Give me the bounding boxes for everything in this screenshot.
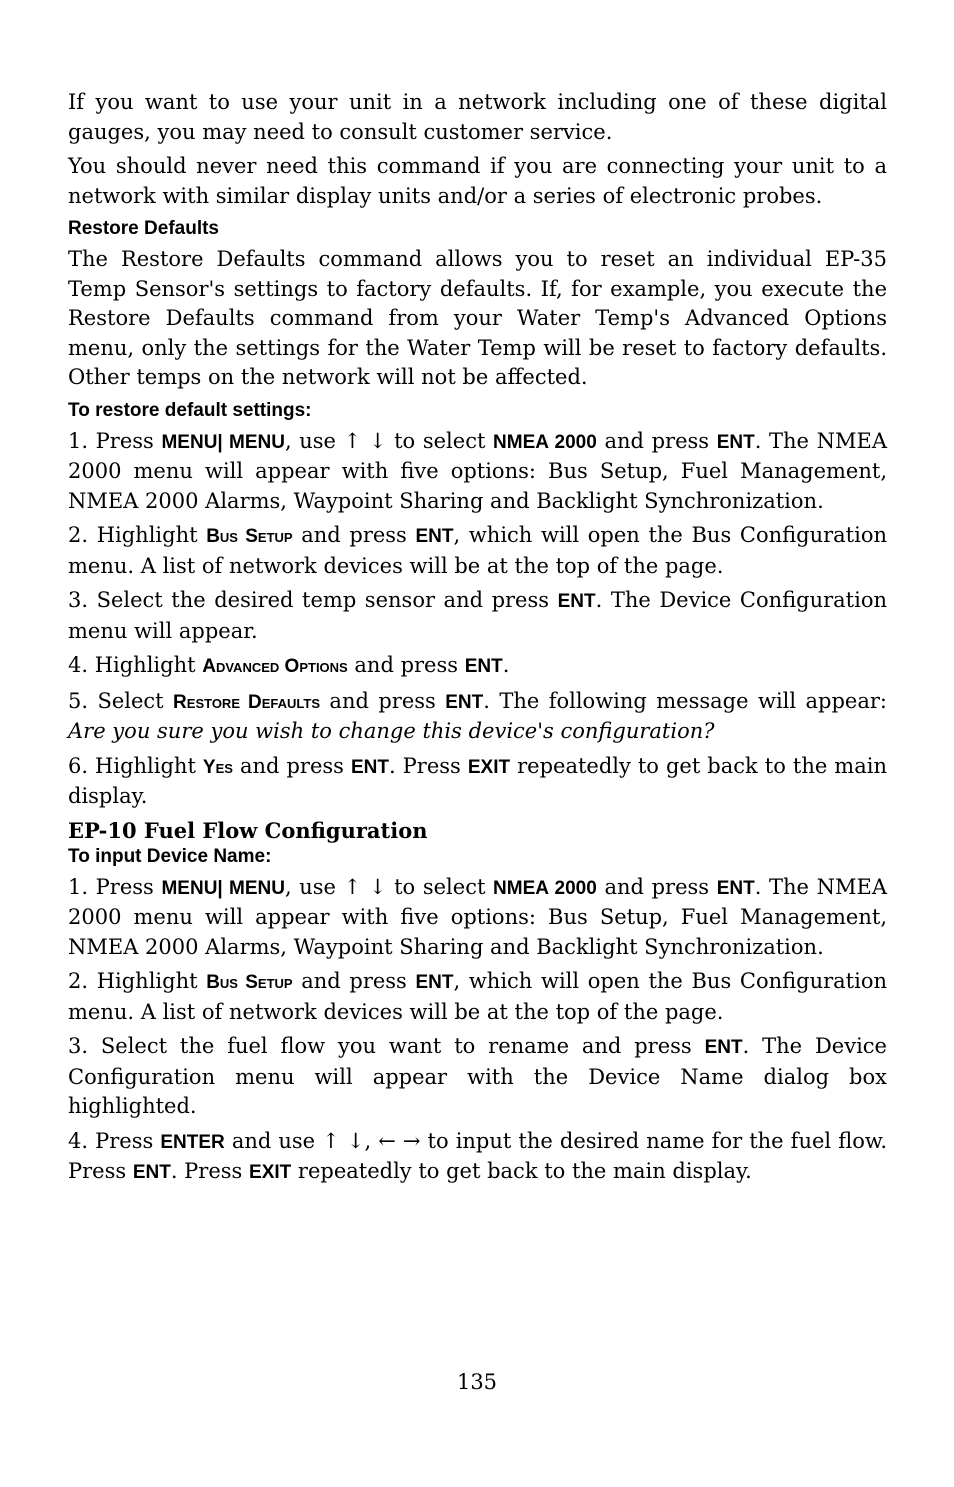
menu-option-label: Bus Setup bbox=[206, 526, 293, 547]
step-text: . Press bbox=[388, 753, 468, 778]
step-text: 4. Highlight bbox=[68, 653, 203, 677]
key-label: ENT bbox=[445, 691, 484, 713]
confirmation-message: Are you sure you wish to change this device's configuration? bbox=[68, 719, 715, 743]
key-label: ENT bbox=[415, 972, 454, 993]
step-text: 2. Highlight bbox=[68, 969, 207, 993]
fuel-step-2 bbox=[68, 967, 887, 1027]
restore-step-1 bbox=[68, 427, 887, 517]
step-text: , which will open the Bus Configuration menu. A list of network devices will be at the top of the page. bbox=[68, 523, 887, 578]
step-text: 1. Press bbox=[68, 428, 162, 453]
restore-step-5 bbox=[68, 687, 887, 747]
step-text: 6. Highlight bbox=[68, 753, 203, 778]
section-heading-restore-defaults: Restore Defaults bbox=[68, 218, 219, 239]
step-text: . The Device Configuration menu will appear with the Device Name dialog box highlighted. bbox=[68, 1034, 887, 1118]
subheading-device-name: To input Device Name: bbox=[68, 845, 272, 867]
step-text: repeatedly to get back to the main display. bbox=[68, 753, 887, 808]
step-text: , use ↑ ↓ to select bbox=[284, 874, 494, 899]
step-text: . Press bbox=[170, 1159, 250, 1183]
restore-step-6 bbox=[68, 752, 887, 812]
subheading-restore-steps: To restore default settings: bbox=[68, 399, 312, 421]
step-text: and press bbox=[232, 753, 351, 778]
key-label: ENT bbox=[716, 431, 755, 453]
key-label: EXIT bbox=[249, 1162, 292, 1183]
key-label: ENT bbox=[415, 526, 454, 547]
menu-option-label: Bus Setup bbox=[206, 972, 293, 993]
page-number: 135 bbox=[456, 1370, 498, 1394]
restore-defaults-description: The Restore Defaults command allows you to reset an individual EP-35 Temp Sensor's settings to factory defaults. If, for example, you execute the Restore Defaults command from your Water Temp's Advanced Options menu, only the settings for the Water Temp will be reset to factory defaults. Other temps on the network will not be affected. bbox=[68, 247, 887, 389]
restore-step-2 bbox=[68, 521, 887, 581]
step-text: and press bbox=[596, 874, 717, 899]
step-text: . The NMEA 2000 menu will appear with five options: Bus Setup, Fuel Management, NMEA 2000 Alarms, Waypoint Sharing and Backlight Synchronization. bbox=[68, 874, 888, 959]
key-label: ENT bbox=[464, 656, 503, 677]
step-text: 4. Press bbox=[68, 1128, 161, 1153]
document-page bbox=[68, 88, 887, 1193]
key-label: ENT bbox=[704, 1037, 743, 1058]
step-text: and use ↑ ↓, ← → to input the desired name for the fuel flow. Press bbox=[68, 1128, 888, 1183]
key-label: ENT bbox=[350, 756, 389, 778]
section-heading-fuel-flow: EP-10 Fuel Flow Configuration bbox=[68, 817, 428, 843]
key-label: ENTER bbox=[160, 1131, 225, 1153]
key-label: NMEA 2000 bbox=[493, 877, 597, 899]
menu-option-label: Yes bbox=[202, 756, 233, 778]
step-text: and press bbox=[347, 653, 465, 677]
key-label: ENT bbox=[557, 591, 596, 612]
menu-option-label: Restore Defaults bbox=[173, 691, 320, 713]
step-text: , which will open the Bus Configuration menu. A list of network devices will be at the top of the page. bbox=[68, 969, 887, 1024]
step-text: 1. Press bbox=[68, 874, 162, 899]
step-text: 3. Select the desired temp sensor and press bbox=[68, 588, 558, 612]
key-label: MENU| MENU bbox=[161, 431, 285, 453]
step-text: 5. Select bbox=[68, 688, 174, 713]
step-text: . The Device Configuration menu will appear. bbox=[68, 588, 887, 643]
fuel-step-1 bbox=[68, 873, 887, 963]
step-text: . bbox=[502, 653, 510, 677]
fuel-step-4 bbox=[68, 1127, 887, 1188]
key-label: ENT bbox=[716, 877, 755, 899]
intro-paragraph-1: If you want to use your unit in a network including one of these digital gauges, you may need to consult customer service. bbox=[68, 90, 887, 144]
step-text: . The NMEA 2000 menu will appear with five options: Bus Setup, Fuel Management, NMEA 2000 Alarms, Waypoint Sharing and Backlight Synchronization. bbox=[68, 428, 888, 513]
menu-option-label: Advanced Options bbox=[202, 656, 348, 677]
step-text: and press bbox=[292, 523, 416, 547]
key-label: NMEA 2000 bbox=[493, 431, 597, 453]
step-text: 3. Select the fuel flow you want to rename and press bbox=[68, 1034, 705, 1058]
intro-paragraph-2: You should never need this command if you are connecting your unit to a network with similar display units and/or a series of electronic probes. bbox=[68, 154, 887, 208]
step-text: and press bbox=[320, 688, 446, 713]
step-text: , use ↑ ↓ to select bbox=[284, 428, 494, 453]
key-label: ENT bbox=[132, 1162, 171, 1183]
restore-step-4 bbox=[68, 651, 887, 682]
step-text: 2. Highlight bbox=[68, 523, 207, 547]
fuel-step-3 bbox=[68, 1032, 887, 1122]
step-text: repeatedly to get back to the main display. bbox=[291, 1159, 752, 1183]
step-text: . The following message will appear: bbox=[483, 688, 887, 713]
step-text: and press bbox=[292, 969, 416, 993]
restore-step-3 bbox=[68, 586, 887, 646]
step-text: and press bbox=[596, 428, 717, 453]
key-label: EXIT bbox=[467, 756, 511, 778]
key-label: MENU| MENU bbox=[161, 877, 285, 899]
